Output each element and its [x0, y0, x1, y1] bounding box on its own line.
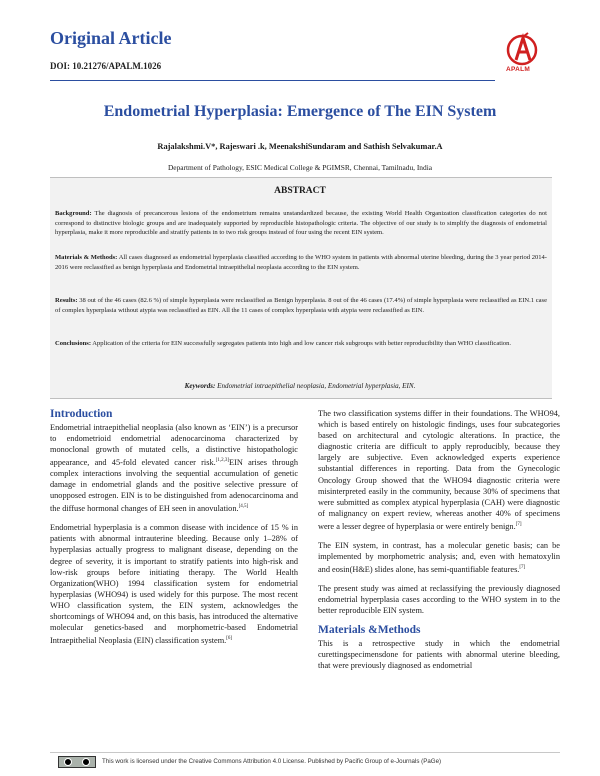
- citation-ref: [6]: [226, 636, 233, 642]
- left-column: [50, 408, 298, 654]
- right-paragraph-3: The present study was aimed at reclassifying the previously diagnosed endometrial hyperplasia cases according to the WHO system in to the better reproducible EIN system.: [318, 583, 560, 616]
- cc-by-license-icon[interactable]: [58, 756, 96, 768]
- introduction-paragraph-2: [50, 522, 298, 646]
- abstract-background-label: Background:: [55, 210, 92, 217]
- right-p1-text: The two classification systems differ in their foundations. The WHO94, which is based entirely on histologic findings, uses four subcategories based on architectural and cytologic alterations. In practice, the diagnostic criteria are difficult to apply reproducibly, because they largely are subjective. Even acknowledged experts experience substantial differences in reporting. Data from the Gynecologic Oncology Group showed that the WHO94 diagnostic criteria were misinterpreted easily in the community, because 30% of specimens that were submitted as complex atypical hyperplasia (CAH) were diagnostic of malignancy on expert review, whereas another 40% of specimens were a lesser degree of hyperplasia or were entirely benign.: [318, 409, 560, 531]
- citation-ref: [1,2,3]: [215, 458, 230, 464]
- abstract-conclusions: [55, 339, 547, 349]
- citation-ref: [7]: [515, 521, 522, 527]
- doi: DOI: 10.21276/APALM.1026: [50, 61, 162, 71]
- methods-heading: Materials &Methods: [318, 624, 421, 637]
- abstract-results-label: Results:: [55, 297, 78, 304]
- citation-ref: [7]: [519, 564, 526, 570]
- abstract-results-text: 38 out of the 46 cases (82.6 %) of simple hyperplasia were reclassified as Benign hyperplasia. 8 out of the 46 cases (17.4%) of simple hyperplasia were reclassified as EIN.1 case of complex hyperplasia without atypia was reclassified as EIN. All the 11 cases of complex hyperplasia with atypia were reclassified as EIN.: [55, 297, 547, 314]
- keywords-label: Keywords:: [184, 382, 216, 390]
- abstract-methods-text: All cases diagnosed as endometrial hyperplasia classified according to the WHO system in patients with abnormal uterine bleeding, during the 3 year period 2014-2016 were reclassified as benign hyperplasia and Endometrial intraepithelial neoplasia according to the EIN system.: [55, 254, 547, 271]
- keywords-text: Endometrial intraepithelial neoplasia, Endometrial hyperplasia, EIN.: [215, 382, 416, 390]
- keywords: [0, 382, 600, 390]
- abstract-background-text: The diagnosis of precancerous lesions of the endometrium remains unstandardized because, the existing World Health Organization classification categories do not correspond to distinctive biologic groups and are inadequately supported by reproducible histopathologic criteria. The objective of our study is to simplify the diagnosis of endometrial hyperplasia, make it more reproducible and stratify patients in to two risk groups instead of four using the recent EIN system.: [55, 210, 547, 237]
- license-text: This work is licensed under the Creative Commons Attribution 4.0 License. Published by Pacific Group of e-Journals (PaGe): [102, 758, 442, 765]
- abstract-conclusions-text: Application of the criteria for EIN successfully segregates patients into high and low cancer risk subgroups with better reproducibility than WHO classification.: [91, 340, 512, 347]
- abstract-heading: ABSTRACT: [274, 186, 326, 196]
- abstract-conclusions-label: Conclusions:: [55, 340, 92, 347]
- article-authors: Rajalakshmi.V*, Rajeswari .k, MeenakshiSundaram and Sathish Selvakumar.A: [157, 142, 443, 151]
- article-type-label: Original Article: [50, 28, 172, 48]
- right-column: [318, 408, 560, 679]
- introduction-paragraph-1: [50, 422, 298, 514]
- article-title: Endometrial Hyperplasia: Emergence of The EIN System: [103, 103, 497, 120]
- abstract-results: [55, 296, 547, 315]
- introduction-heading: Introduction: [50, 408, 113, 420]
- article-affiliation: Department of Pathology, ESIC Medical College & PGIMSR, Chennai, Tamilnadu, India: [167, 163, 433, 172]
- right-p2-text: The EIN system, in contrast, has a molecular genetic basis; can be implemented by morphometric analysis; and, even with hematoxylin and eosin(H&E) slides alone, has semi-quantifiable features.: [318, 540, 560, 574]
- abstract-methods-label: Materials & Methods:: [55, 254, 118, 261]
- right-paragraph-2: [318, 540, 560, 575]
- right-paragraph-1: [318, 408, 560, 532]
- journal-logo-text: APALM: [506, 66, 531, 73]
- intro-p1-text-cont: EIN arises through complex interactions involving the sequential accumulation of genetic damage in endometrial glands and the positive selective pressure of unopposed estrogen. EIN is to be distinguished from adenocarcinoma and the diffuse hormonal changes of EH seen in anovulation.: [50, 458, 298, 514]
- citation-ref: [4,5]: [238, 504, 249, 510]
- abstract-methods: [55, 253, 547, 272]
- intro-p2-text: Endometrial hyperplasia is a common disease with incidence of 15 % in patients with abnormal intrauterine bleeding. Because only 1–28% of hyperplasias actually progress to malignant disease, depending on the degree of severity, it is important to stratify patients into high-risk and low-risk groups before initiating therapy. The World Health Organization(WHO) 1994 classification system for endometrial hyperplasias (WHO94) is used widely for this purpose. The most recent WHO classification system, the EIN system, acknowledges the shortcomings of WHO94 and, on this basis, has introduced the alternative molecular genetics-based and morphometric-based Endometrial Intraepithelial Neoplasia (EIN) classification system.: [50, 523, 298, 645]
- intro-p1-text: Endometrial intraepithelial neoplasia (also known as ‘EIN’) is a precursor to endometrioid endometrial adenocarcinoma characterized by monoclonal growth of mutated cells, a distinctive histopathologic appearance, and 45-fold elevated cancer risk.: [50, 423, 298, 468]
- methods-paragraph-1: This is a retrospective study in which the endometrial curettingspecimensdone for patients with abnormal uterine bleeding, that were previously diagnosed as endometrial: [318, 639, 560, 671]
- abstract-background: [55, 209, 547, 238]
- header-divider: [50, 80, 495, 81]
- footer-divider: [50, 752, 560, 753]
